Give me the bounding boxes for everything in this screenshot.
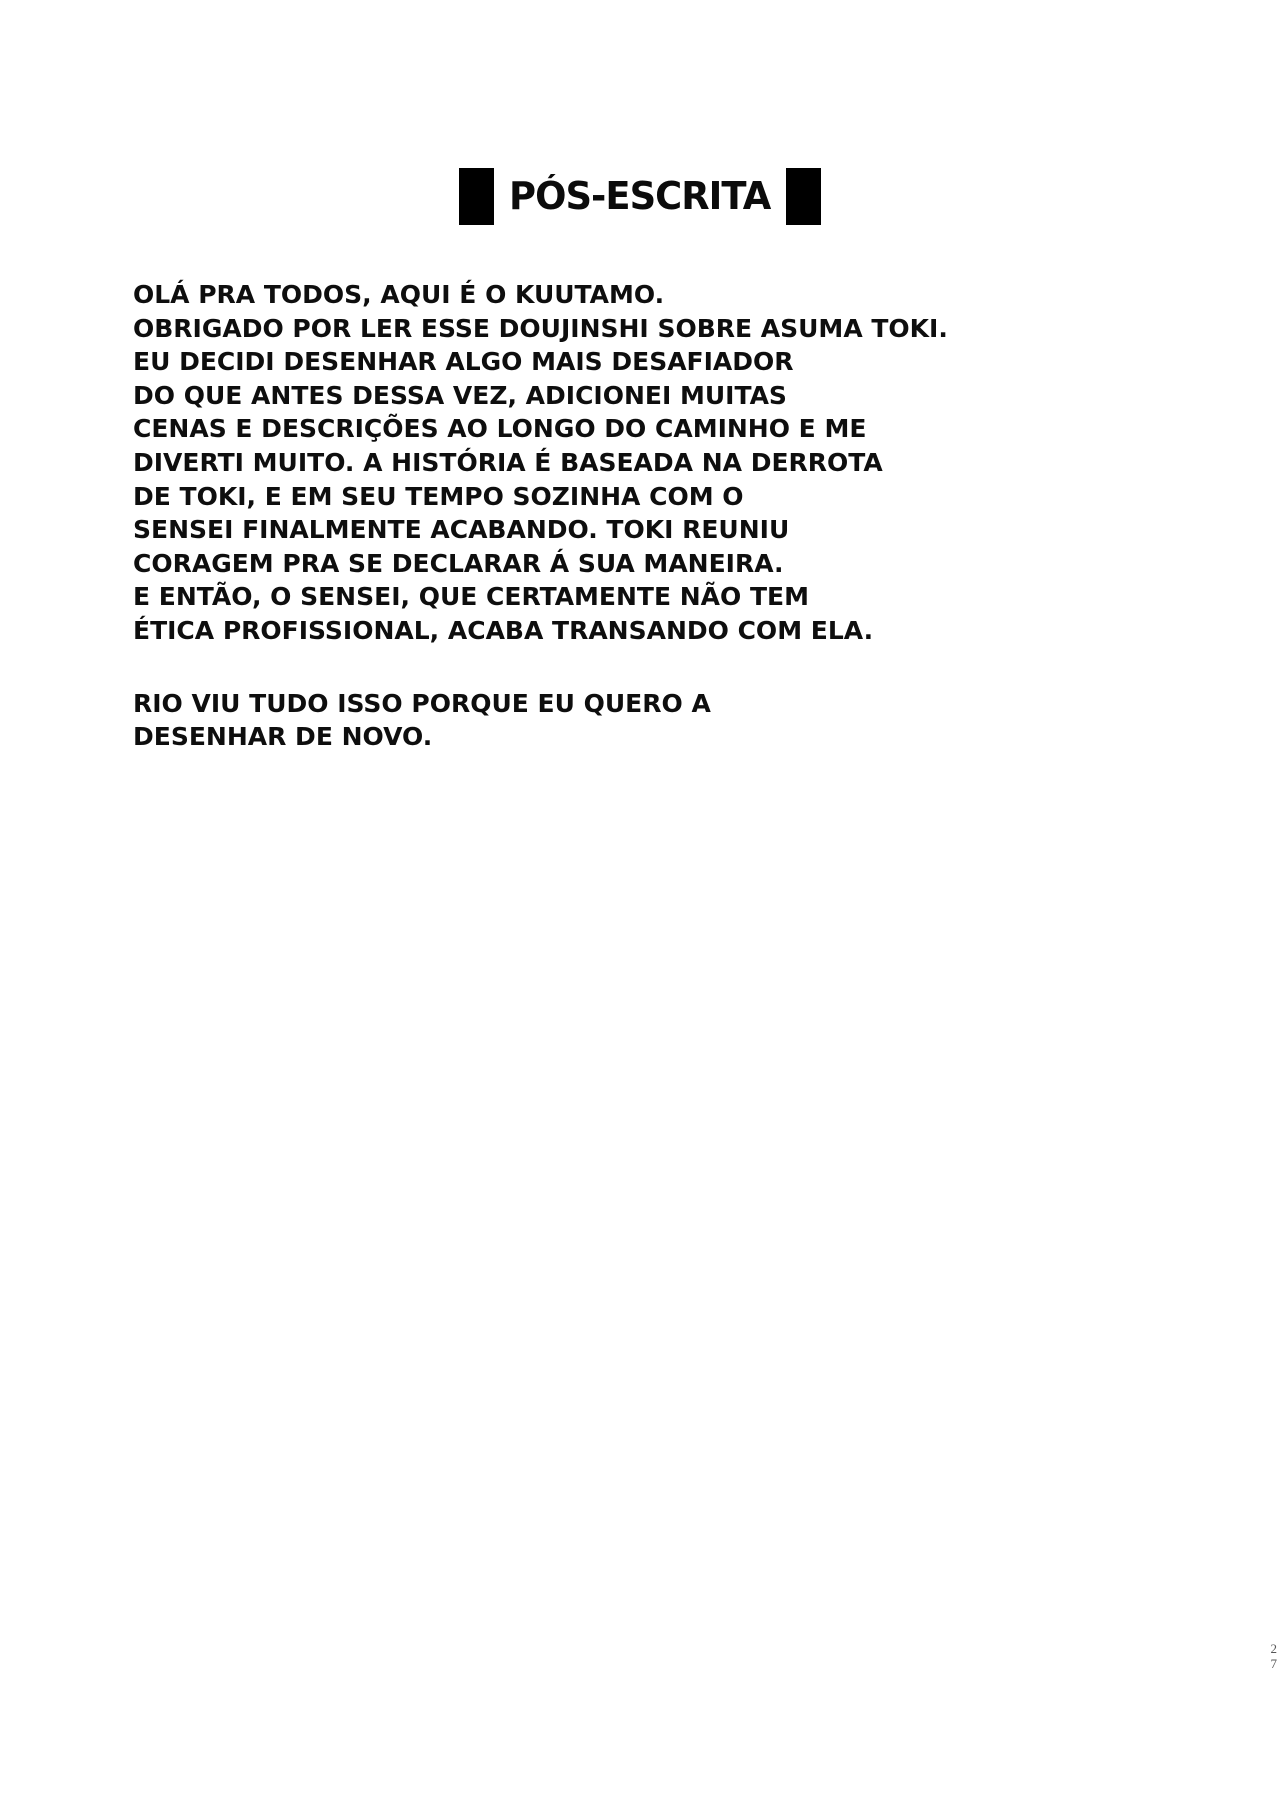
text-line: DE TOKI, E EM SEU TEMPO SOZINHA COM O bbox=[133, 481, 744, 511]
text-line: OBRIGADO POR LER ESSE DOUJINSHI SOBRE ASUMA TOKI. bbox=[133, 313, 948, 343]
afterword-body bbox=[133, 278, 1143, 754]
text-line: E ENTÃO, O SENSEI, QUE CERTAMENTE NÃO TEM bbox=[133, 582, 809, 612]
text-line: DESENHAR DE NOVO. bbox=[133, 722, 433, 752]
afterword-title bbox=[0, 168, 1280, 225]
page-number-digit: 2 bbox=[1270, 1641, 1277, 1656]
text-line: ÉTICA PROFISSIONAL, ACABA TRANSANDO COM ELA. bbox=[133, 615, 874, 645]
title-marker-left-icon bbox=[459, 168, 494, 225]
text-line: DIVERTI MUITO. A HISTÓRIA É BASEADA NA DERROTA bbox=[133, 447, 883, 477]
paragraph-1 bbox=[133, 278, 1143, 648]
text-line: RIO VIU TUDO ISSO PORQUE EU QUERO A bbox=[133, 688, 711, 718]
page-number bbox=[1271, 1641, 1278, 1671]
text-line: DO QUE ANTES DESSA VEZ, ADICIONEI MUITAS bbox=[133, 380, 787, 410]
text-line: CENAS E DESCRIÇÕES AO LONGO DO CAMINHO E ME bbox=[133, 414, 867, 444]
page-title: PÓS-ESCRITA bbox=[509, 174, 771, 218]
page-number-digit: 7 bbox=[1270, 1656, 1277, 1671]
text-line: CORAGEM PRA SE DECLARAR Á SUA MANEIRA. bbox=[133, 548, 784, 578]
text-line: OLÁ PRA TODOS, AQUI É O KUUTAMO. bbox=[133, 280, 665, 309]
paragraph-2 bbox=[133, 687, 1143, 754]
title-marker-right-icon bbox=[786, 168, 821, 225]
text-line: EU DECIDI DESENHAR ALGO MAIS DESAFIADOR bbox=[133, 347, 794, 377]
text-line: SENSEI FINALMENTE ACABANDO. TOKI REUNIU bbox=[133, 515, 790, 545]
